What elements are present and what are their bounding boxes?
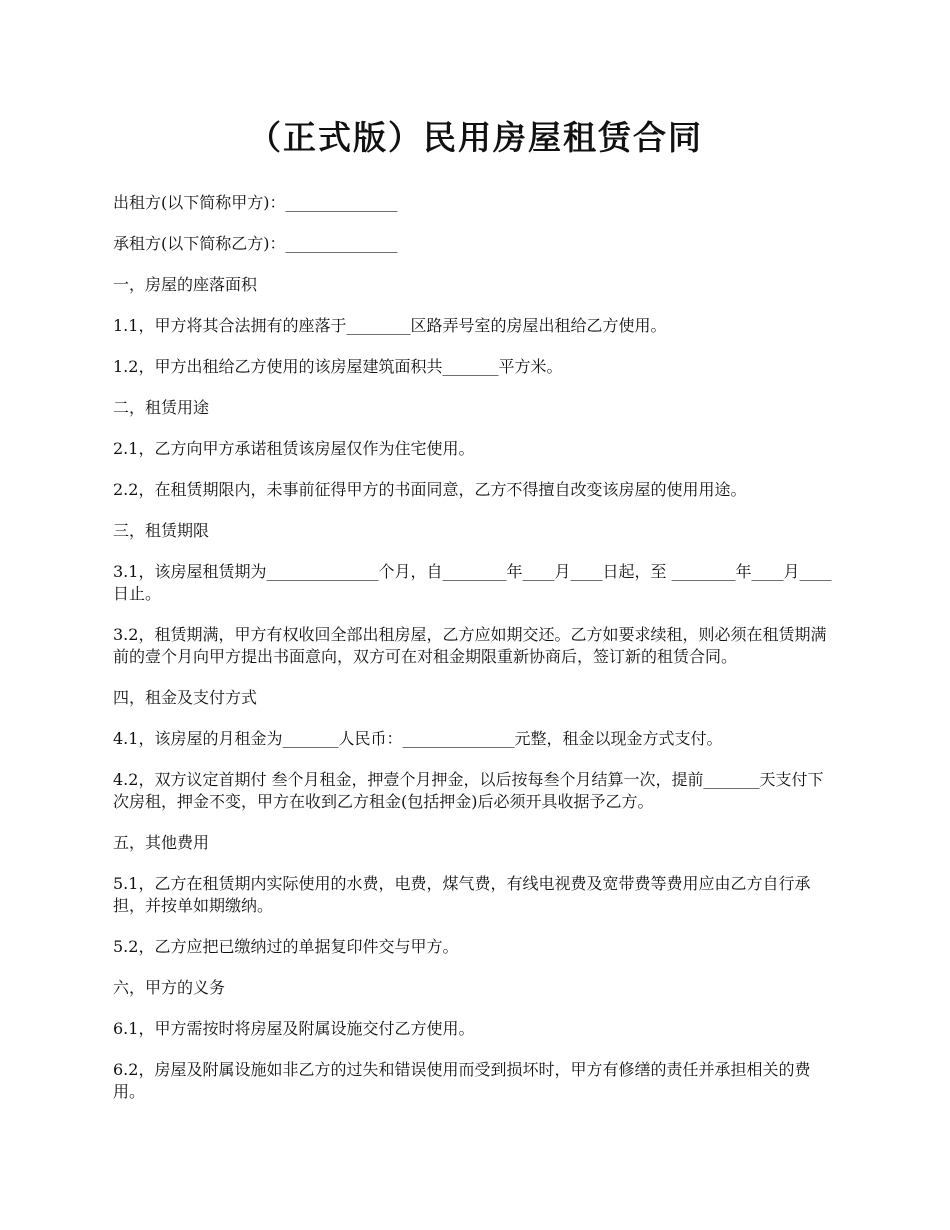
clause-3-1: 3.1，该房屋租赁期为______________个月，自________年____月____日起，至 ________年____月____日止。	[113, 562, 832, 603]
clause-2-2: 2.2，在租赁期限内，未事前征得甲方的书面同意，乙方不得擅自改变该房屋的使用用途。	[113, 480, 747, 499]
clause-4-1: 4.1，该房屋的月租金为_______人民币：______________元整，租金以现金方式支付。	[113, 729, 723, 748]
party-b-line: 承租方(以下简称乙方)：______________	[113, 234, 398, 253]
section-heading-1: 一，房屋的座落面积	[113, 275, 258, 294]
clause-4-2: 4.2，双方议定首期付 叁个月租金，押壹个月押金，以后按每叁个月结算一次，提前_______天支付下次房租，押金不变，甲方在收到乙方租金(包括押金)后必须开具收据予乙方。	[113, 770, 824, 811]
party-a-line: 出租方(以下简称甲方)：______________	[113, 193, 398, 212]
document-page	[113, 110, 838, 1122]
clause-1-1: 1.1，甲方将其合法拥有的座落于________区路弄号室的房屋出租给乙方使用。	[113, 316, 667, 335]
document-title: （正式版）民用房屋租赁合同	[248, 118, 703, 157]
clause-1-2: 1.2，甲方出租给乙方使用的该房屋建筑面积共_______平方米。	[113, 357, 563, 376]
section-heading-2: 二，租赁用途	[113, 398, 210, 417]
clause-5-1: 5.1，乙方在租赁期内实际使用的水费，电费，煤气费，有线电视费及宽带费等费用应由乙方自行承担，并按单如期缴纳。	[113, 874, 811, 915]
clause-5-2: 5.2，乙方应把已缴纳过的单据复印件交与甲方。	[113, 937, 459, 956]
section-heading-3: 三，租赁期限	[113, 521, 210, 540]
section-heading-4: 四，租金及支付方式	[113, 688, 258, 707]
clause-6-1: 6.1，甲方需按时将房屋及附属设施交付乙方使用。	[113, 1019, 475, 1038]
clause-6-2: 6.2，房屋及附属设施如非乙方的过失和错误使用而受到损坏时，甲方有修缮的责任并承担相关的费用。	[113, 1060, 811, 1101]
clause-3-2: 3.2，租赁期满，甲方有权收回全部出租房屋，乙方应如期交还。乙方如要求续租，则必须在租赁期满前的壹个月向甲方提出书面意向，双方可在对租金期限重新协商后，签订新的租赁合同。	[113, 625, 827, 666]
clause-2-1: 2.1，乙方向甲方承诺租赁该房屋仅作为住宅使用。	[113, 439, 475, 458]
section-heading-5: 五，其他费用	[113, 833, 210, 852]
section-heading-6: 六，甲方的义务	[113, 978, 226, 997]
